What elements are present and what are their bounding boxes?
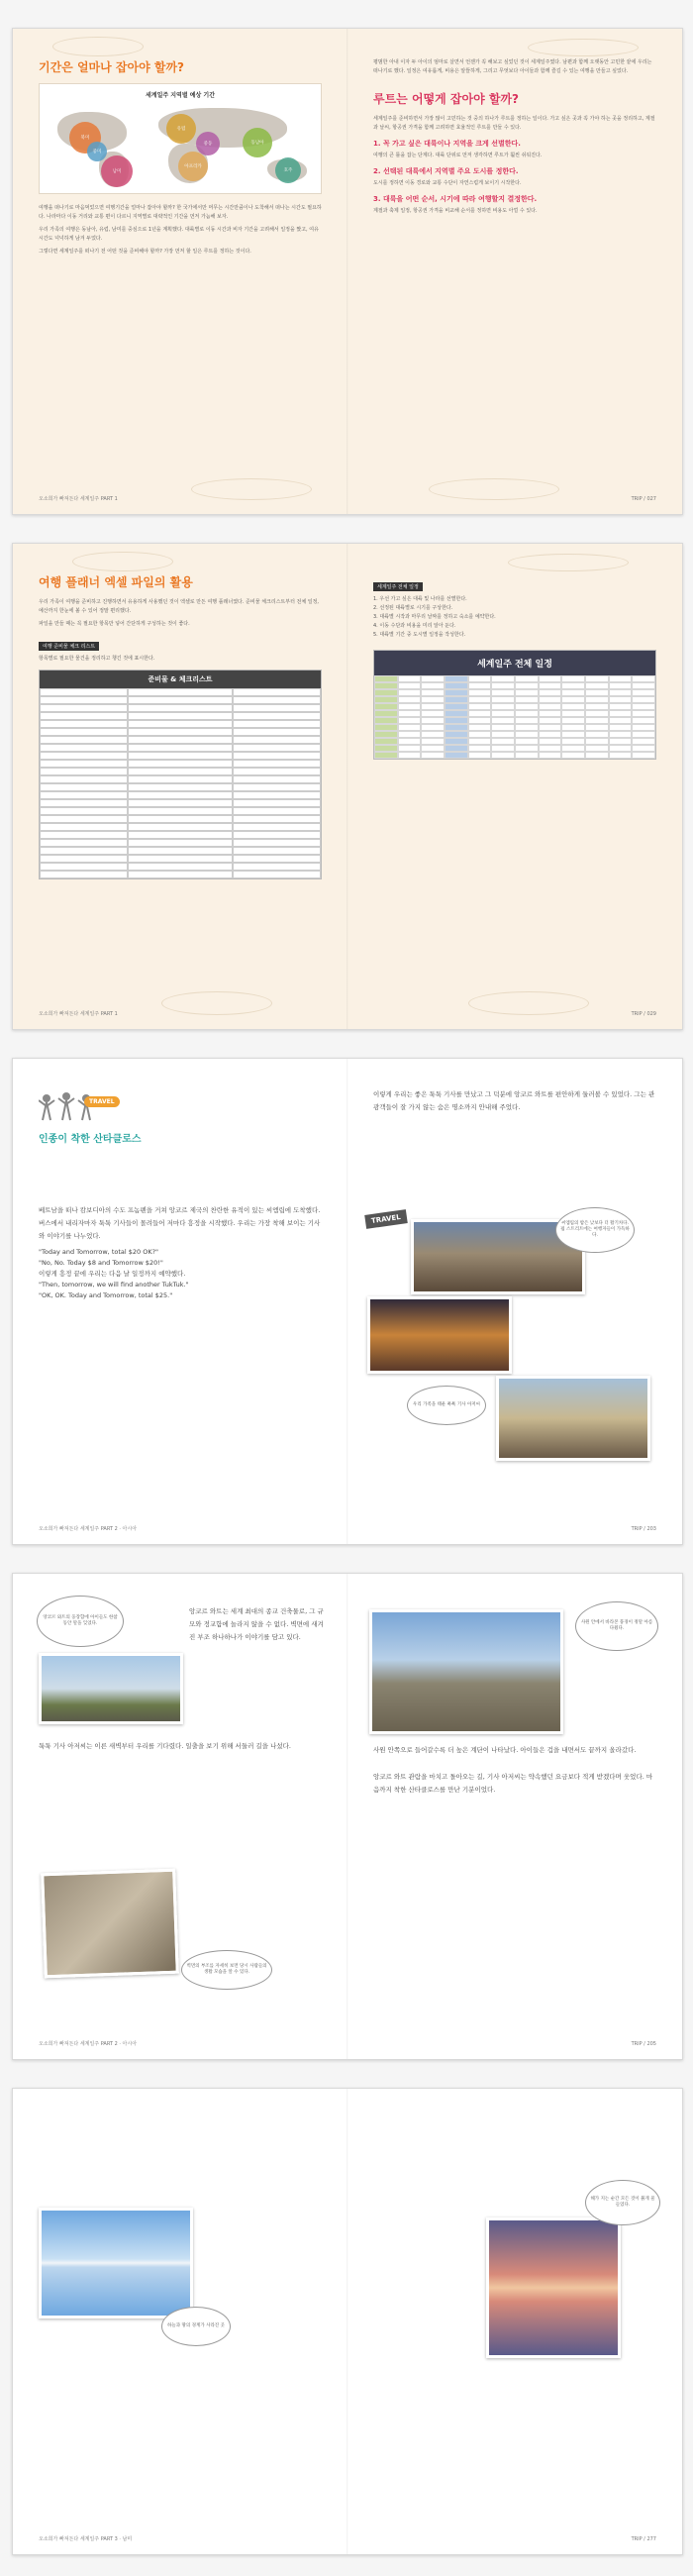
region-bubble: 중동	[196, 132, 220, 155]
note-bubble: 씨엠립의 밤은 낮보다 더 활기차다. 펍 스트리트에는 여행자들이 가득하다.	[555, 1207, 635, 1253]
page-footer: 오소희가 빠져든다 세계일주 PART 2 · 아시아	[39, 2041, 138, 2047]
page-right	[347, 2089, 682, 2554]
story-paragraph: 앙코르 와트 관람을 마치고 돌아오는 길, 기사 아저씨는 약속했던 요금보다 적게 받겠다며 웃었다. 마음까지 착한 산타클로스를 만난 기분이었다.	[373, 1773, 653, 1794]
story-paragraph: 이렇게 우리는 좋은 툭툭 기사를 만났고 그 덕분에 앙코르 와트를 편안하게 둘러볼 수 있었다. 그는 관광객들이 잘 가지 않는 숨은 명소까지 안내해 주었다.	[373, 1090, 655, 1111]
sub-label: 여행 준비물 체크 리스트	[39, 642, 99, 651]
schedule-title: 세계일주 전체 일정	[374, 651, 655, 675]
section-title: 루트는 어떻게 잡아야 할까?	[373, 92, 520, 106]
region-bubble: 호주	[275, 157, 301, 183]
book-spread-2	[12, 543, 683, 1030]
dialogue-line: 이렇게 흥정 끝에 우리는 다음 날 일정까지 예약했다.	[39, 1270, 186, 1278]
page-left	[13, 1574, 347, 2059]
region-bubble: 아프리카	[178, 152, 208, 181]
point-heading: 2. 선택된 대륙에서 지역별 주요 도시를 정한다.	[373, 167, 519, 175]
story-paragraph: 베트남을 떠나 캄보디아의 수도 프놈펜을 거쳐 앙코르 제국의 찬란한 유적이 있는 씨엠립에 도착했다. 버스에서 내리자마자 툭툭 기사들이 몰려들어 저마다 흥정을 시작했다. 우리는 가장 착해 보이는 기사와 이야기를 나누었다.	[39, 1206, 321, 1240]
note-bubble: 하늘과 땅의 경계가 사라진 곳	[161, 2307, 231, 2346]
page-left	[13, 1059, 347, 1544]
page-number: TRIP / 205	[631, 2041, 656, 2047]
book-spread-5	[12, 2088, 683, 2555]
body-paragraph: 세계일주를 준비하면서 가장 많이 고민하는 것 중의 하나가 루트를 정하는 일이다. 가고 싶은 곳과 꼭 가야 하는 곳을 정리하고, 계절과 날씨, 항공권 가격을 함께 고려하면 효율적인 루트를 만들 수 있다.	[373, 116, 655, 131]
page-right	[347, 1574, 682, 2059]
page-number: TRIP / 027	[631, 496, 656, 502]
page-right	[347, 29, 682, 514]
sub-label: 세계일주 전체 일정	[373, 582, 423, 591]
travel-badge: TRAVEL	[364, 1209, 407, 1229]
relief-carving-photo	[41, 1869, 179, 1979]
body-paragraph: 여행을 떠나기로 마음먹었으면 여행기간을 얼마나 잡아야 할까? 한 국가에서만 머무는 시간만큼이나 도착해서 떠나는 시간도 필요하다. 나라마다 이동 거리와 교통 편이 다르니 지역별로 대략적인 기간을 먼저 가늠해 보자.	[39, 205, 322, 220]
page-number: TRIP / 203	[631, 1526, 656, 1532]
note-bubble: 벽면의 부조를 자세히 보면 당시 사람들의 생활 모습을 알 수 있다.	[181, 1950, 272, 1990]
angkor-wat-photo	[39, 1653, 183, 1724]
book-spread-3	[12, 1058, 683, 1545]
temple-towers-photo	[369, 1609, 563, 1734]
salt-flat-photo	[39, 2208, 193, 2318]
page-footer: 오소희가 빠져든다 세계일주 PART 2 · 아시아	[39, 1526, 138, 1532]
sheet-title: 준비물 & 체크리스트	[40, 670, 321, 688]
sunset-reflection-photo	[486, 2217, 621, 2358]
market-photo	[367, 1296, 512, 1374]
tuktuk-photo	[496, 1376, 650, 1461]
sub-text: 항목별로 필요한 물건을 정리하고 챙긴 것에 표시한다.	[39, 656, 155, 662]
note-bubble: 해가 지는 순간 모든 것이 붉게 물들었다.	[585, 2180, 660, 2225]
body-paragraph: 그렇다면 세계일주를 떠나기 전 어떤 것을 준비해야 할까? 가장 먼저 할 일은 루트를 정하는 것이다.	[39, 249, 251, 255]
list-item: 2. 선정된 대륙별로 시기를 구상한다.	[373, 605, 453, 611]
page-number: TRIP / 277	[631, 2536, 656, 2542]
section-title: 기간은 얼마나 잡아야 할까?	[39, 60, 185, 74]
note-bubble: 사원 안에서 바라본 풍경이 정말 아름다웠다.	[575, 1601, 658, 1651]
schedule-grid	[374, 675, 655, 759]
page-footer: 오소희가 빠져든다 세계일주 PART 1	[39, 1011, 118, 1017]
story-paragraph: 앙코르 와트는 세계 최대의 종교 건축물로, 그 규모와 정교함에 놀라지 않을 수 없다. 벽면에 새겨진 부조 하나하나가 이야기를 담고 있다.	[189, 1607, 324, 1641]
dialogue-line: "Today and Tomorrow, total $20 OK?"	[39, 1248, 159, 1256]
section-title: 여행 플래너 엑셀 파일의 활용	[39, 575, 193, 589]
body-paragraph: 우리 가족이 여행을 준비하고 진행하면서 유용하게 사용했던 것이 엑셀로 만든 여행 플래너였다. 준비물 체크리스트부터 전체 일정, 예산까지 한눈에 볼 수 있어 정말 편리했다.	[39, 599, 320, 614]
travel-logo	[39, 1088, 322, 1128]
list-item: 4. 이동 수단과 비용을 미리 알아 둔다.	[373, 623, 456, 629]
body-paragraph: 우리 가족의 여행은 동남아, 유럽, 남미를 중심으로 1년을 계획했다. 대륙별로 이동 시간과 비자 기간을 고려해서 일정을 짰고, 여유 시간도 넉넉하게 남겨 두었다.	[39, 227, 319, 242]
point-text: 도시를 정하면 이동 경로와 교통 수단이 자연스럽게 보이기 시작한다.	[373, 180, 522, 186]
page-right	[347, 544, 682, 1029]
page-footer: 오소희가 빠져든다 세계일주 PART 3 · 남미	[39, 2536, 133, 2542]
checklist-spreadsheet	[39, 670, 322, 879]
list-item: 3. 대륙별 시작과 마무리 날짜를 정하고 숙소를 예약한다.	[373, 614, 496, 620]
logo-badge: TRAVEL	[84, 1096, 120, 1107]
region-bubble: 유럽	[166, 114, 196, 144]
schedule-spreadsheet	[373, 650, 656, 760]
story-paragraph: 사원 안쪽으로 들어갈수록 더 높은 계단이 나타났다. 아이들은 겁을 내면서도 끝까지 올라갔다.	[373, 1746, 637, 1754]
page-left	[13, 2089, 347, 2554]
intro-paragraph: 평범한 아내 이자 두 아이의 엄마로 살면서 언젠가 꼭 해보고 싶었던 것이 세계일주였다. 남편과 함께 오랫동안 고민한 끝에 우리는 떠나기로 했다. 일정은 여유롭게, 비용은 알뜰하게, 그리고 무엇보다 아이들과 함께 즐길 수 있는 여행을 만들고 싶었다.	[373, 59, 652, 74]
list-item: 1. 우선 가고 싶은 대륙 및 나라를 선별한다.	[373, 596, 467, 602]
book-spread-1	[12, 28, 683, 515]
page-footer: 오소희가 빠져든다 세계일주 PART 1	[39, 496, 118, 502]
story-paragraph: 툭툭 기사 아저씨는 이른 새벽부터 우리를 기다렸다. 일출을 보기 위해 서둘러 길을 나섰다.	[39, 1742, 291, 1750]
note-bubble: 앙코르 와트의 웅장함에 아이들도 한참 동안 말을 잊었다.	[37, 1596, 124, 1647]
point-text: 여행의 큰 틀을 잡는 단계다. 대륙 단위로 먼저 생각하면 루트가 훨씬 쉬워진다.	[373, 153, 543, 158]
region-bubble: 동남아	[243, 128, 272, 157]
dialogue-line: "OK, OK. Today and Tomorrow, total $25."	[39, 1291, 173, 1299]
dialogue-line: "Then, tomorrow, we will find another TukTuk."	[39, 1281, 189, 1288]
point-text: 계절과 축제 일정, 항공권 가격을 비교해 순서를 정하면 비용도 아낄 수 있다.	[373, 208, 538, 214]
point-heading: 3. 대륙을 어떤 순서, 시기에 따라 여행할지 결정한다.	[373, 195, 538, 203]
body-paragraph: 파일을 만들 때는 꼭 필요한 항목만 넣어 간단하게 구성하는 것이 좋다.	[39, 621, 190, 627]
region-bubble: 남미	[101, 155, 133, 187]
page-left	[13, 544, 347, 1029]
sheet-grid	[40, 688, 321, 878]
story-subtitle: 인종이 착한 산타클로스	[39, 1134, 142, 1145]
map-title: 세계일주 지역별 예상 기간	[145, 92, 216, 99]
world-map-figure	[39, 83, 322, 194]
point-heading: 1. 꼭 가고 싶은 대륙이나 지역을 크게 선별한다.	[373, 140, 521, 148]
page-left	[13, 29, 347, 514]
page-right	[347, 1059, 682, 1544]
list-item: 5. 대륙별 기간 중 도시별 일정을 작성한다.	[373, 632, 466, 638]
dialogue-line: "No, No. Today $8 and Tomorrow $20!"	[39, 1259, 163, 1267]
page-number: TRIP / 029	[631, 1011, 656, 1017]
book-spread-4	[12, 1573, 683, 2060]
region-bubble: 북미	[69, 122, 101, 154]
note-bubble: 우리 가족을 태운 툭툭 기사 아저씨	[407, 1386, 486, 1425]
region-bubble: 중미	[87, 142, 107, 161]
